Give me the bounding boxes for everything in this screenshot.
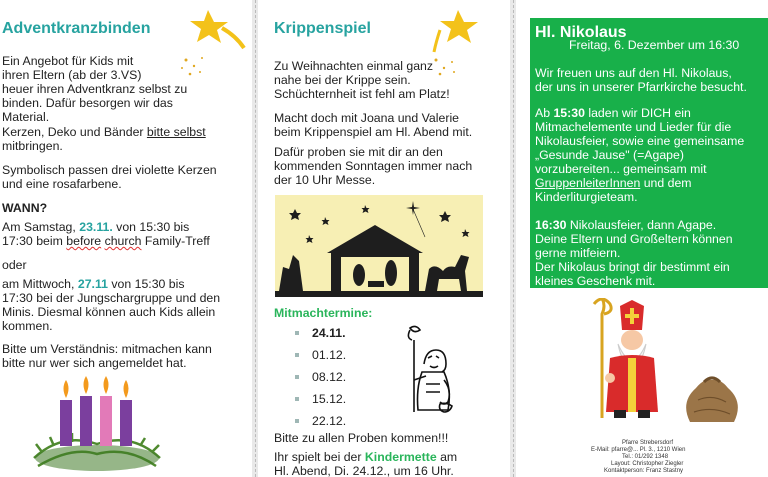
notice-line-2: bitte nur wer sich angemeldet hat.	[2, 356, 187, 370]
nikolaus-line-1: Wir freuen uns auf den Hl. Nikolaus,	[535, 66, 732, 80]
nikolaus-line-6: „Gesunde Jause" (=Agape)	[535, 148, 684, 162]
krippe-line-3: Schüchternheit ist fehl am Platz!	[274, 87, 450, 101]
krippe-line-6: Dafür proben sie mit dir an den	[274, 145, 443, 159]
panel-krippenspiel	[258, 0, 510, 477]
oder-text: oder	[2, 258, 27, 272]
notice-line-1: Bitte um Verständnis: mitmachen kann	[2, 342, 212, 356]
krippe-line-8: der 10 Uhr Messe.	[274, 173, 376, 187]
advent-wreath-image	[32, 374, 162, 474]
intro-line-1: Ein Angebot für Kids mit	[2, 54, 134, 68]
shooting-star-icon	[430, 8, 490, 80]
krippe-line-1: Zu Weihnachten einmal ganz	[274, 59, 434, 73]
termin-5: 22.12.	[312, 414, 347, 428]
bishop-drawing-image	[400, 324, 456, 416]
nikolaus-line-5: Nikolausfeier, sowie eine gemeinsame	[535, 134, 745, 148]
nikolaus-info-box	[530, 18, 768, 288]
nikolaus-title: Hl. Nikolaus	[535, 24, 627, 41]
bullet-dot	[295, 331, 299, 335]
nikolaus-line-14: kleines Geschenk mit.	[535, 274, 656, 288]
date-saturday-line-2: 17:30 beim before church Family-Treff	[2, 234, 210, 248]
intro-line-4: binden. Dafür besorgen wir das	[2, 96, 173, 110]
adventkranz-title: Adventkranzbinden	[2, 20, 151, 37]
nikolaus-line-3: Ab 15:30 laden wir DICH ein	[535, 106, 691, 120]
nikolaus-line-11: Deine Eltern und Großeltern können	[535, 232, 733, 246]
footer-contact: Kontaktperson: Franz Stastny	[604, 468, 684, 474]
termine-heading: Mitmachtermine:	[274, 306, 373, 320]
krippenspiel-title: Krippenspiel	[274, 20, 371, 37]
nativity-image	[275, 195, 483, 297]
footer-layout: Layout: Christopher Ziegler	[611, 461, 684, 467]
candles-line-2: und eine rosafarbene.	[2, 177, 122, 191]
termin-3: 08.12.	[312, 370, 347, 384]
panel-adventkranz	[0, 0, 252, 477]
nikolaus-date: Freitag, 6. Dezember um 16:30	[569, 38, 740, 52]
krippe-line-5: beim Krippenspiel am Hl. Abend mit.	[274, 125, 473, 139]
bullet-dot	[295, 397, 299, 401]
termin-1: 24.11.	[312, 326, 346, 340]
nikolaus-line-7: vorzubereiten... gemeinsam mit	[535, 162, 707, 176]
date-saturday-line: Am Samstag, 23.11. von 15:30 bis	[2, 220, 190, 234]
krippe-line-4: Macht doch mit Joana und Valerie	[274, 111, 460, 125]
date-wednesday-line-3: Minis. Diesmal können auch Kids allein	[2, 305, 216, 319]
nikolaus-image	[580, 298, 662, 420]
intro-line-5: Material.	[2, 110, 50, 124]
nikolaus-line-9: Kinderliturgieteam.	[535, 190, 638, 204]
candles-line-1: Symbolisch passen drei violette Kerzen	[2, 163, 217, 177]
date-wednesday-line: am Mittwoch, 27.11 von 15:30 bis	[2, 277, 185, 291]
krippe-line-7: kommenden Sonntagen immer nach	[274, 159, 473, 173]
nikolaus-line-10: 16:30 Nikolausfeier, dann Agape.	[535, 218, 717, 232]
shooting-star-icon	[178, 8, 250, 84]
intro-line-2: ihren Eltern (ab der 3.VS)	[2, 68, 142, 82]
intro-line-3: heuer ihren Adventkranz selbst zu	[2, 82, 188, 96]
nikolaus-line-2: der uns in unserer Pfarrkirche besucht.	[535, 80, 747, 94]
kindermette-line-1: Ihr spielt bei der Kindermette am	[274, 450, 458, 464]
gift-sack-image	[680, 374, 744, 424]
kindermette-line-2: Hl. Abend, Di. 24.12., um 16 Uhr.	[274, 464, 454, 477]
date-wednesday-line-2: 17:30 bei der Jungschargruppe und den	[2, 291, 221, 305]
krippe-line-2: nahe bei der Krippe sein.	[274, 73, 411, 87]
termin-2: 01.12.	[312, 348, 347, 362]
date-wednesday-line-4: kommen.	[2, 319, 53, 333]
footer-address: E-Mail: pfarre@... Pl. 3., 1210 Wien	[591, 447, 686, 453]
nikolaus-line-12: gerne mitfeiern.	[535, 246, 621, 260]
nikolaus-line-4: Mitmachelemente und Lieder für die	[535, 120, 732, 134]
wann-heading: WANN?	[2, 201, 48, 215]
material-line-2: mitbringen.	[2, 139, 63, 153]
nikolaus-line-8: GruppenleiterInnen und dem	[535, 176, 692, 190]
material-line: Kerzen, Deko und Bänder bitte selbst	[2, 125, 206, 139]
proben-line: Bitte zu allen Proben kommen!!!	[274, 431, 449, 445]
termin-4: 15.12.	[312, 392, 347, 406]
bullet-dot	[295, 419, 299, 423]
panel-nikolaus	[516, 0, 768, 477]
nikolaus-line-13: Der Nikolaus bringt dir bestimmt ein	[535, 260, 730, 274]
bullet-dot	[295, 375, 299, 379]
bullet-dot	[295, 353, 299, 357]
footer-phone: Tel.: 01/292 1348	[622, 454, 669, 460]
footer-parish: Pfarre Strebersdorf	[622, 440, 674, 446]
